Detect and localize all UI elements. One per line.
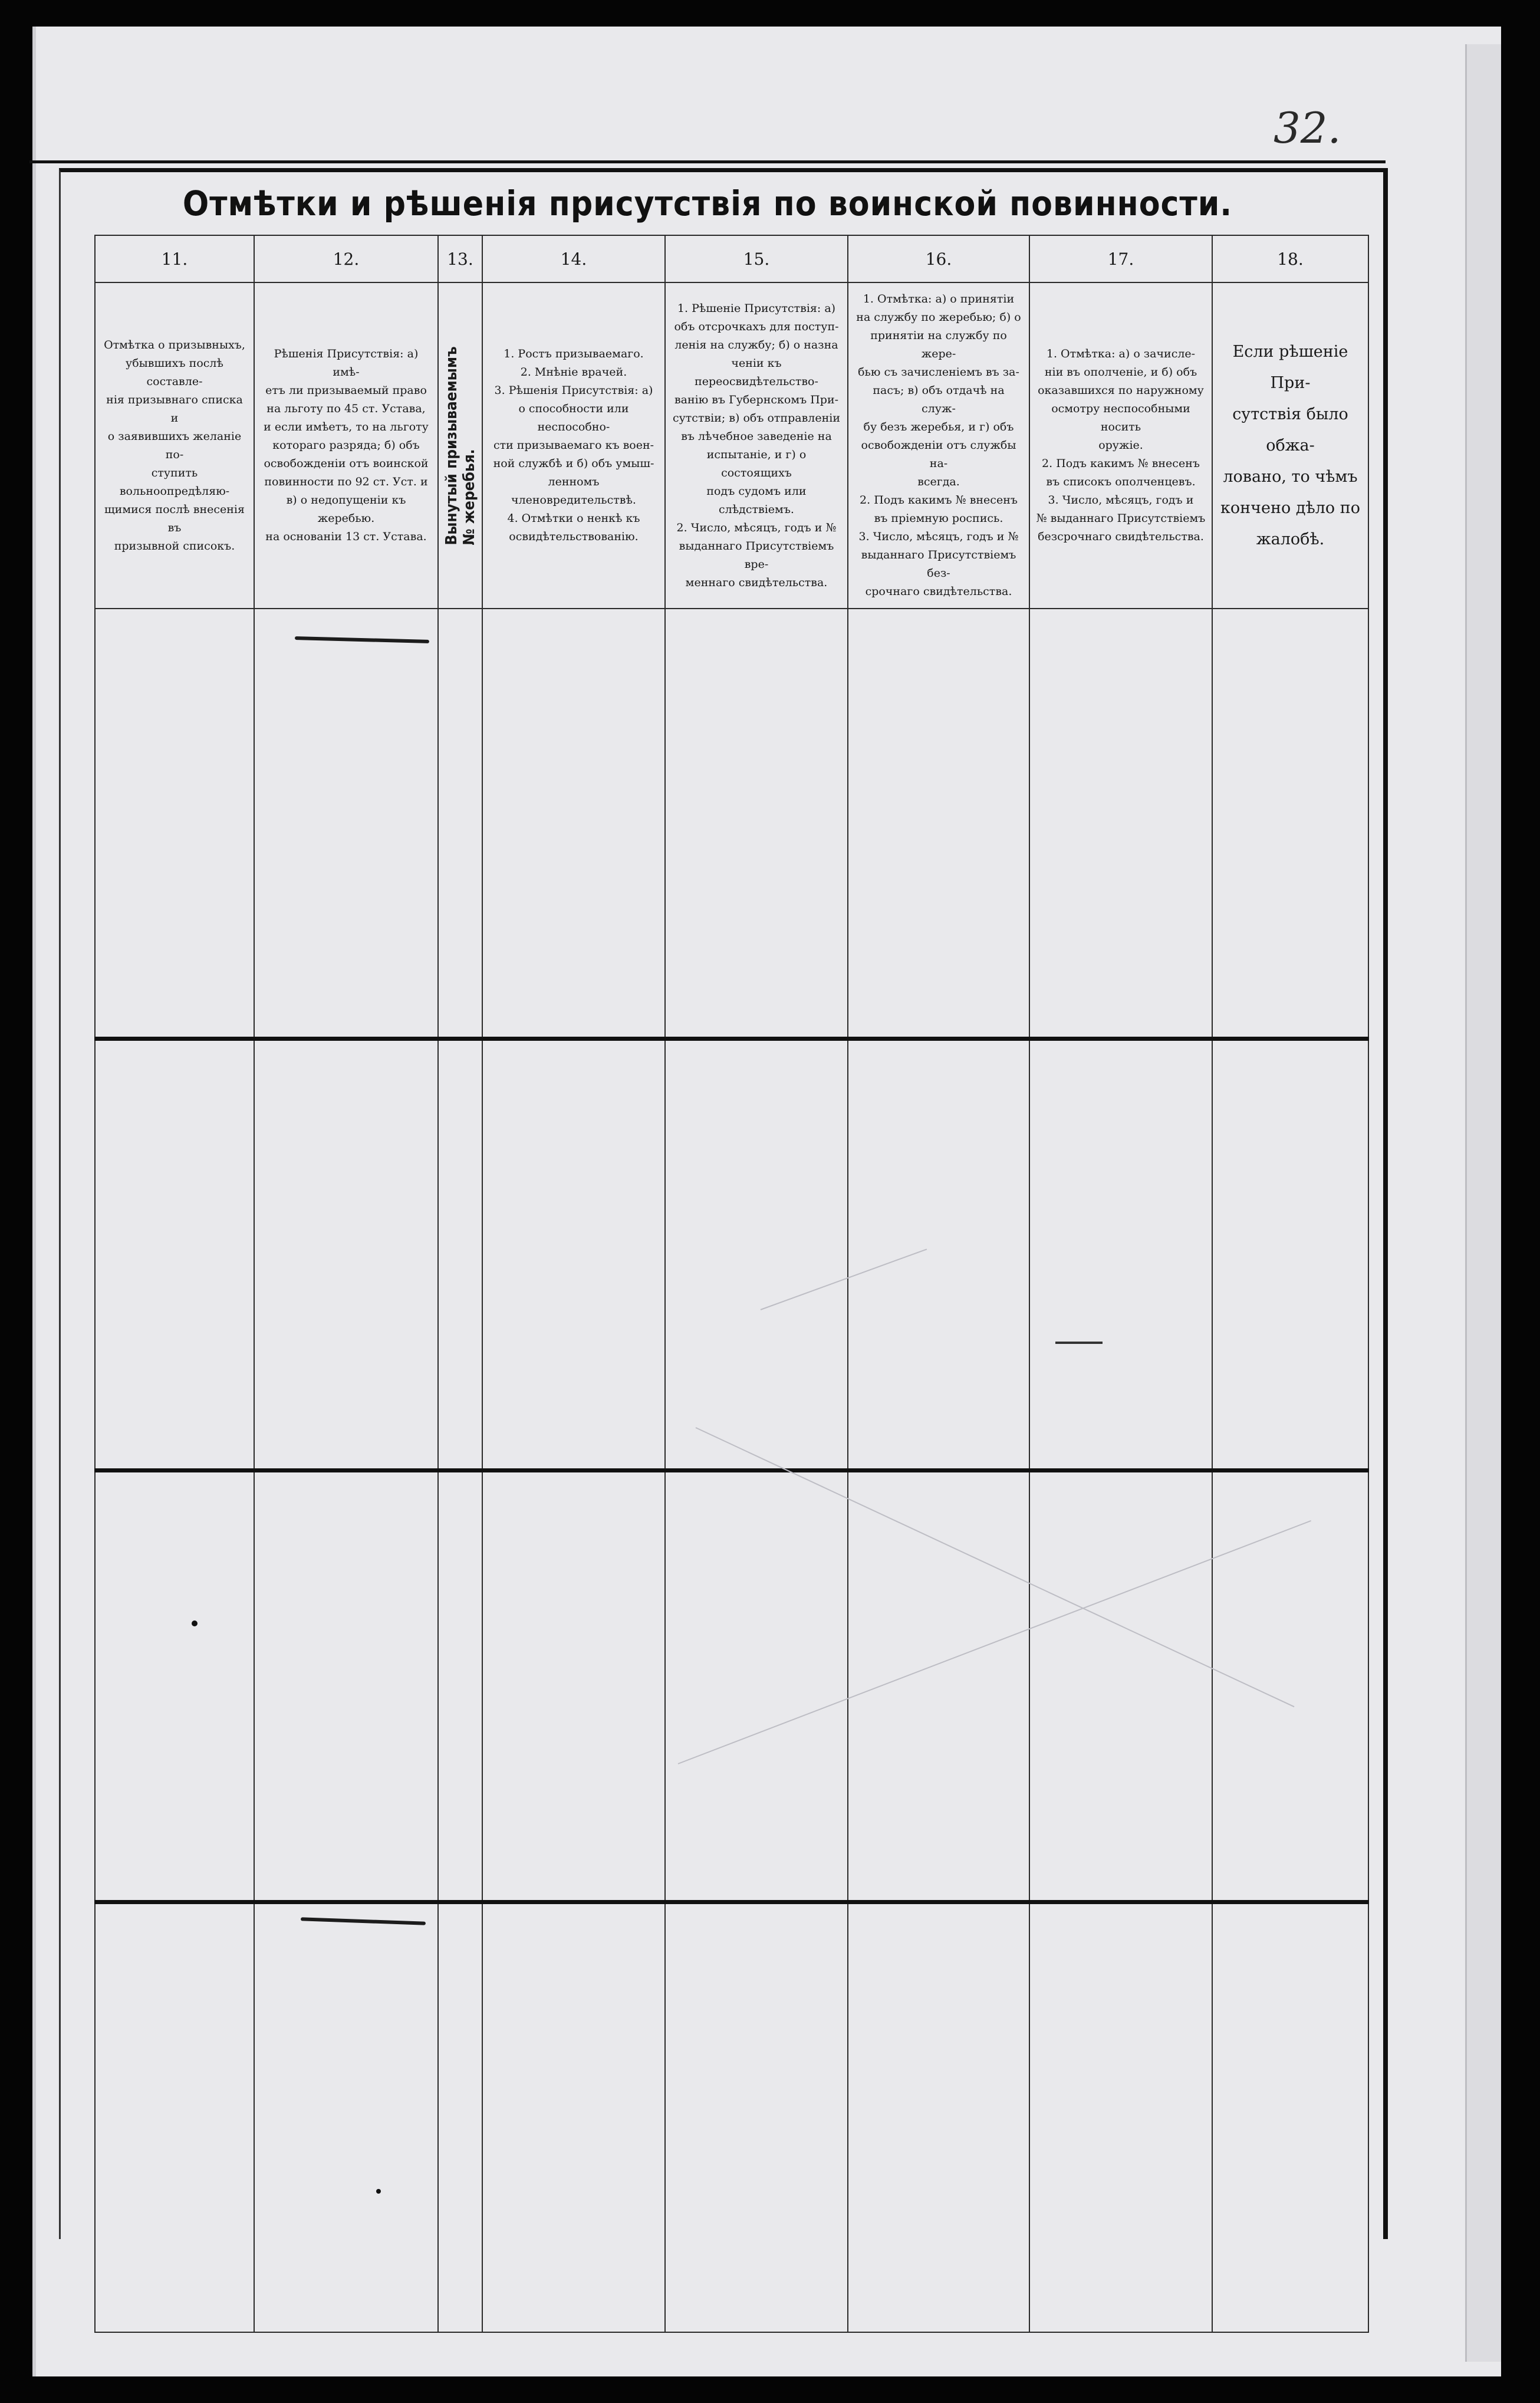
col-header-15: [665, 282, 848, 609]
header-text-line: освобожденіи отъ службы на-: [861, 439, 1016, 470]
header-text-line: ленія на службу; б) о назна: [674, 338, 838, 351]
header-text-line: о способности или неспособно-: [518, 402, 629, 433]
header-text-line: о заявившихъ желаніе по-: [107, 429, 242, 461]
header-text-line: оказавшихся по наружному: [1038, 384, 1204, 397]
header-text-line: убывшихъ послѣ составле-: [126, 356, 223, 388]
header-text-line: освобожденіи отъ воинской: [264, 457, 429, 470]
col-header-11: [95, 282, 254, 609]
col-num-17: 17.: [1029, 235, 1212, 282]
table-row: [95, 1902, 1368, 2333]
header-text-line: 2. Число, мѣсяцъ, годъ и №: [676, 521, 837, 534]
ink-dot: [192, 1620, 198, 1626]
header-text-line: на службу по жеребью; б) о: [856, 311, 1021, 324]
header-text-line: сутствіи; в) объ отправленіи: [672, 411, 841, 425]
table-cell: [482, 609, 665, 1039]
header-text-line: Рѣшенія Присутствія: а) имѣ-: [274, 347, 419, 379]
col-num-14: 14.: [482, 235, 665, 282]
table-cell: [438, 1471, 482, 1902]
table-cell: [254, 609, 438, 1039]
table-cell: [1029, 1471, 1212, 1902]
col-header-13-text: [443, 346, 478, 545]
header-text-line: 3. Рѣшенія Присутствія: а): [494, 384, 653, 397]
header-text-line: 3. Число, мѣсяцъ, годъ и №: [858, 530, 1019, 543]
table-cell: [665, 609, 848, 1039]
ink-dot: [376, 2189, 381, 2194]
table-cell: [665, 1471, 848, 1902]
header-text-line: выданнаго Присутствіемъ без-: [861, 548, 1016, 580]
header-text-line: ступить вольноопредѣляю-: [119, 466, 230, 498]
col-header-13: [438, 282, 482, 609]
header-text-line: 2. Подъ какимъ № внесенъ: [860, 494, 1018, 507]
header-text-line: призывной списокъ.: [114, 539, 235, 553]
header-text-line: меннаго свидѣтельства.: [685, 576, 828, 589]
table-cell: [254, 1902, 438, 2333]
header-text-line: 1. Рѣшеніе Присутствія: а): [677, 301, 836, 315]
header-text-line: бу безъ жеребья, и г) объ: [863, 420, 1014, 433]
header-text-line: оружіе.: [1098, 439, 1143, 452]
header-text-line: Если рѣшеніе При-: [1232, 343, 1348, 392]
header-text-line: щимися послѣ внесенія въ: [104, 502, 245, 534]
header-text-line: выданнаго Присутствіемъ вре-: [679, 539, 834, 571]
table-cell: [1029, 1902, 1212, 2333]
table-cell: [1212, 609, 1368, 1039]
header-text-line: ванію въ Губернскомъ При-: [674, 393, 839, 406]
table-cell: [1212, 1471, 1368, 1902]
header-text-line: 2. Мнѣніе врачей.: [520, 366, 627, 379]
col-num-12: 12.: [254, 235, 438, 282]
header-text-line: 4. Отмѣтки о ненкѣ къ: [507, 512, 640, 525]
col-header-13-line-2: № жеребья.: [460, 448, 478, 545]
header-text-line: ніи въ ополченіе, и б) объ: [1044, 366, 1197, 379]
header-text-line: 1. Отмѣтка: а) о принятіи: [863, 292, 1015, 305]
page-edge: [1465, 44, 1501, 2362]
col-num-18: 18.: [1212, 235, 1368, 282]
header-text-line: всегда.: [917, 475, 960, 488]
header-text-line: ной службѣ и б) объ умыш-: [493, 457, 654, 470]
pencil-stroke: [1055, 1342, 1103, 1344]
table-row: [95, 1039, 1368, 1471]
table-cell: [438, 1902, 482, 2333]
header-text-line: кончено дѣло по: [1220, 499, 1360, 517]
table-cell: [438, 609, 482, 1039]
header-text-line: 2. Подъ какимъ № внесенъ: [1042, 457, 1200, 470]
table-cell: [848, 609, 1029, 1039]
page-number: 32.: [1274, 103, 1341, 153]
table-cell: [254, 1471, 438, 1902]
header-text-line: № выданнаго Присутствіемъ: [1036, 512, 1206, 525]
table-cell: [95, 1039, 254, 1471]
table-cell: [482, 1039, 665, 1471]
column-header-row: [95, 282, 1368, 609]
header-text-line: освидѣтельствованію.: [509, 530, 639, 543]
header-text-line: повинности по 92 ст. Уст. и: [264, 475, 428, 488]
header-text-line: испытаніе, и г) о состоящихъ: [706, 448, 807, 479]
col-num-13: 13.: [438, 235, 482, 282]
header-text-line: етъ ли призываемый право: [265, 384, 427, 397]
header-text-line: сутствія было обжа-: [1232, 405, 1348, 455]
table-cell: [482, 1471, 665, 1902]
table-cell: [848, 1039, 1029, 1471]
col-num-16: 16.: [848, 235, 1029, 282]
header-text-line: 3. Число, мѣсяцъ, годъ и: [1048, 494, 1194, 507]
header-text-line: подъ судомъ или слѣдствіемъ.: [706, 484, 807, 516]
table-cell: [254, 1039, 438, 1471]
header-text-line: въ пріемную роспись.: [874, 512, 1003, 525]
header-text-line: въ лѣчебное заведеніе на: [681, 429, 832, 443]
col-header-12: [254, 282, 438, 609]
header-text-line: Отмѣтка о призывныхъ,: [104, 338, 245, 351]
header-text-line: в) о недопущеніи къ жеребью.: [286, 494, 406, 525]
table-cell: [1212, 1039, 1368, 1471]
table-cell: [95, 1902, 254, 2333]
table-cell: [438, 1039, 482, 1471]
table-row: [95, 1471, 1368, 1902]
table-cell: [1029, 609, 1212, 1039]
header-text-line: ловано, то чѣмъ: [1223, 468, 1358, 486]
header-text-line: котораго разряда; б) объ: [272, 439, 420, 452]
table-row: [95, 609, 1368, 1039]
table-cell: [1212, 1902, 1368, 2333]
header-text-line: принятіи на службу по жере-: [870, 329, 1007, 360]
header-text-line: ленномъ членовредительствѣ.: [511, 475, 636, 507]
table-cell: [95, 609, 254, 1039]
table-cell: [482, 1902, 665, 2333]
col-header-14: [482, 282, 665, 609]
header-text-line: на основаніи 13 ст. Устава.: [265, 530, 427, 543]
table-cell: [95, 1471, 254, 1902]
header-text-line: и если имѣетъ, то на льготу: [264, 420, 429, 433]
header-text-line: жалобѣ.: [1256, 530, 1325, 548]
header-text-line: 1. Отмѣтка: а) о зачисле-: [1046, 347, 1196, 360]
header-text-line: ченіи къ переосвидѣтельство-: [695, 356, 818, 388]
header-text-line: пасъ; в) объ отдачѣ на служ-: [873, 384, 1005, 415]
header-text-line: сти призываемаго къ воен-: [493, 439, 654, 452]
header-text-line: въ списокъ ополченцевъ.: [1046, 475, 1196, 488]
col-num-11: 11.: [95, 235, 254, 282]
col-header-17: [1029, 282, 1212, 609]
header-text-line: бью съ зачисленіемъ въ за-: [858, 366, 1019, 379]
table-cell: [665, 1902, 848, 2333]
header-text-line: на льготу по 45 ст. Устава,: [266, 402, 426, 415]
header-text-line: нія призывнаго списка и: [106, 393, 243, 425]
table-cell: [1029, 1039, 1212, 1471]
header-text-line: срочнаго свидѣтельства.: [865, 585, 1012, 598]
table-cell: [848, 1471, 1029, 1902]
col-header-13-line-1: Вынутый призываемымъ: [442, 346, 460, 545]
header-text-line: объ отсрочкахъ для поступ-: [674, 320, 839, 333]
header-text-line: осмотру неспособными носить: [1051, 402, 1190, 433]
col-header-16: [848, 282, 1029, 609]
col-header-18: [1212, 282, 1368, 609]
col-num-15: 15.: [665, 235, 848, 282]
header-text-line: 1. Ростъ призываемаго.: [504, 347, 644, 360]
header-text-line: безсрочнаго свидѣтельства.: [1038, 530, 1204, 543]
table-cell: [665, 1039, 848, 1471]
top-rule: [29, 160, 1386, 163]
page-title: Отмѣтки и рѣшенія присутствія по воинской повинности.: [182, 183, 1233, 223]
ledger-table: [94, 235, 1369, 2333]
table-cell: [848, 1902, 1029, 2333]
column-number-row: [95, 235, 1368, 282]
